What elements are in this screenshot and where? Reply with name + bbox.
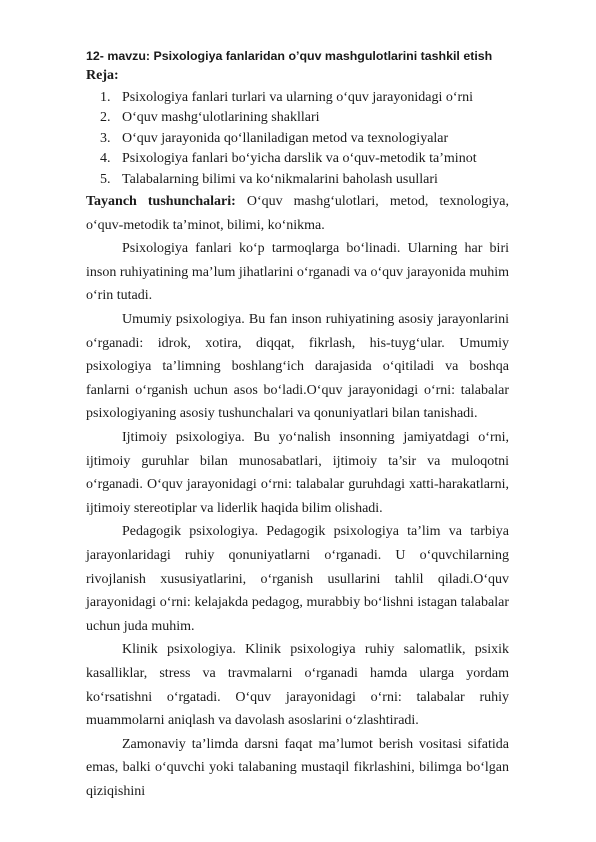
body-paragraph: Umumiy psixologiya. Bu fan inson ruhiyatining asosiy jarayonlarini o‘rganadi: idrok, xotira, diqqat, fikrlash, his-tuyg‘ular. Umumiy psixologiya ta’limning boshlang‘ich darajasida o‘qitiladi va boshqa fanlarni o‘rganish uchun asos bo‘ladi.O‘quv jarayonidagi o‘rni: talabalar psixologiyaning asosiy tushunchalari va qonuniyatlari bilan tanishadi. bbox=[86, 312, 509, 422]
body-paragraph: Psixologiya fanlari ko‘p tarmoqlarga bo‘linadi. Ularning har biri inson ruhiyatining ma’lum jihatlarini o‘rganadi va o‘quv jarayonida muhim o‘rin tutadi. bbox=[86, 241, 509, 304]
keywords-paragraph bbox=[86, 190, 509, 237]
keywords-text: O‘quv mashg‘ulotlari, metod, texnologiya, o‘quv-metodik ta’minot, bilimi, ko‘nikma. bbox=[86, 194, 509, 233]
keywords-label: Tayanch tushunchalari: bbox=[86, 194, 236, 210]
plan-item: 5. Talabalarning bilimi va ko‘nikmalarini baholash usullari bbox=[100, 171, 438, 187]
document-title: 12- mavzu: Psixologiya fanlaridan o’quv mashgulotlarini tashkil etish bbox=[86, 49, 493, 63]
body-paragraph: Ijtimoiy psixologiya. Bu yo‘nalish insonning jamiyatdagi o‘rni, ijtimoiy guruhlar bilan munosabatlari, ijtimoiy ta’sir va muloqotni o‘rganadi. O‘quv jarayonidagi o‘rni: talabalar guruhdagi xatti-harakatlarni, ijtimoiy stereotiplar va liderlik haqida bilim olishadi. bbox=[86, 429, 509, 516]
body-paragraph: Klinik psixologiya. Klinik psixologiya ruhiy salomatlik, psixik kasalliklar, stress va travmalarni o‘rganadi hamda ularga yordam ko‘rsatishni o‘rgatadi. O‘quv jarayonidagi o‘rni: talabalar ruhiy muammolarni aniqlash va davolash asoslarini o‘zlashtiradi. bbox=[86, 642, 509, 729]
plan-item: 3. O‘quv jarayonida qo‘llaniladigan metod va texnologiyalar bbox=[100, 130, 449, 146]
body-paragraph: Zamonaviy ta’limda darsni faqat ma’lumot berish vositasi sifatida emas, balki o‘quvchi yoki talabaning mustaqil fikrlashini, bilimga bo‘lgan qiziqishini bbox=[86, 736, 509, 799]
plan-item: 4. Psixologiya fanlari bo‘yicha darslik va o‘quv-metodik ta’minot bbox=[100, 151, 477, 167]
plan-list bbox=[86, 88, 509, 190]
document-page bbox=[86, 46, 509, 803]
plan-item: 1. Psixologiya fanlari turlari va ularning o‘quv jarayonidagi o‘rni bbox=[100, 90, 474, 105]
body-paragraph: Pedagogik psixologiya. Pedagogik psixologiya ta’lim va tarbiya jarayonlaridagi ruhiy qonuniyatlarni o‘rganadi. U o‘quvchilarning rivojlanish xususiyatlarini, o‘rganish usullarini tahlil qiladi.O‘quv jarayonidagi o‘rni: kelajakda pedagog, murabbiy bo‘lishni istagan talabalar uchun juda muhim. bbox=[86, 524, 509, 634]
plan-label: Reja: bbox=[86, 68, 119, 83]
plan-item: 2. O‘quv mashg‘ulotlarining shakllari bbox=[100, 110, 320, 126]
